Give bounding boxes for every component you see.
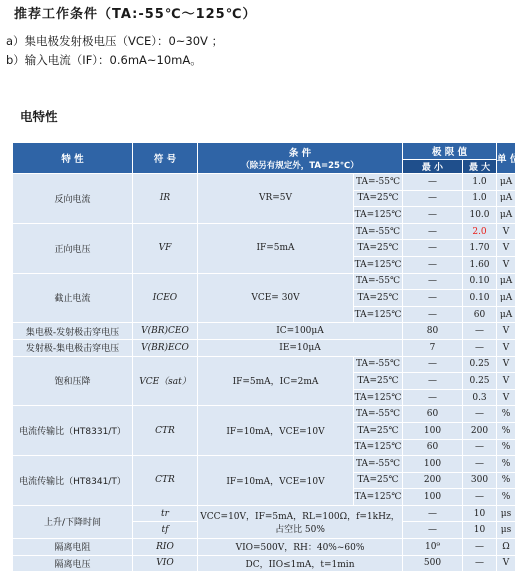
- unit: %: [497, 439, 516, 456]
- temperature: TA=-55℃: [354, 174, 403, 191]
- param-name: 集电极-发射极击穿电压: [13, 323, 133, 340]
- max-value: 1.0: [463, 190, 497, 207]
- table-row: [13, 456, 516, 473]
- param-symbol: tr: [133, 505, 198, 522]
- temperature: TA=25℃: [354, 373, 403, 390]
- param-name: 电流传输比（HT8331/T）: [13, 406, 133, 456]
- unit: Ω: [497, 539, 516, 556]
- max-value: 0.10: [463, 290, 497, 307]
- unit: μs: [497, 522, 516, 539]
- param-condition: VR=5V: [198, 174, 354, 224]
- unit: V: [497, 223, 516, 240]
- table-row: [13, 339, 516, 356]
- header-limits: 极 限 值: [403, 143, 497, 160]
- temperature: TA=125℃: [354, 306, 403, 323]
- param-name: 正向电压: [13, 223, 133, 273]
- header-param: 特 性: [13, 143, 133, 174]
- max-value: 1.60: [463, 256, 497, 273]
- max-value: —: [463, 323, 497, 340]
- recommended-conditions-title: 推荐工作条件（TA:-55℃～125℃）: [14, 7, 257, 22]
- unit: μs: [497, 505, 516, 522]
- param-symbol: IR: [133, 174, 198, 224]
- table-row: [13, 539, 516, 556]
- unit: %: [497, 422, 516, 439]
- max-value: 10: [463, 505, 497, 522]
- min-value: 200: [403, 472, 463, 489]
- param-condition: VIO=500V，RH：40%~60%: [198, 539, 403, 556]
- param-condition: [198, 505, 403, 538]
- param-name: 饱和压降: [13, 356, 133, 406]
- table-row: [13, 174, 516, 191]
- min-value: —: [403, 522, 463, 539]
- temperature: TA=125℃: [354, 439, 403, 456]
- table-row: [13, 505, 516, 522]
- unit: μA: [497, 190, 516, 207]
- min-value: —: [403, 356, 463, 373]
- param-name: 上升/下降时间: [13, 505, 133, 538]
- max-value: 0.10: [463, 273, 497, 290]
- min-value: —: [403, 190, 463, 207]
- unit: %: [497, 472, 516, 489]
- param-symbol: V(BR)CEO: [133, 323, 198, 340]
- temperature: TA=-55℃: [354, 273, 403, 290]
- recommended-condition-b: b）输入电流（IF）：0.6mA~10mA。: [6, 53, 202, 67]
- param-condition: DC，IIO≤1mA，t=1min: [198, 555, 403, 572]
- unit: V: [497, 555, 516, 572]
- max-value: 10.0: [463, 207, 497, 224]
- param-name: 反向电流: [13, 174, 133, 224]
- max-value: —: [463, 406, 497, 423]
- param-name: 隔离电阻: [13, 539, 133, 556]
- param-symbol: CTR: [133, 406, 198, 456]
- max-value: 1.70: [463, 240, 497, 257]
- electrical-characteristics-table: [12, 142, 520, 572]
- min-value: 60: [403, 406, 463, 423]
- min-value: 100: [403, 456, 463, 473]
- min-value: 100: [403, 422, 463, 439]
- unit: V: [497, 373, 516, 390]
- min-value: —: [403, 240, 463, 257]
- header-conditions: [198, 143, 403, 174]
- param-name: 隔离电压: [13, 555, 133, 572]
- param-name: 发射极-集电极击穿电压: [13, 339, 133, 356]
- min-value: —: [403, 207, 463, 224]
- max-value: 60: [463, 306, 497, 323]
- temperature: TA=25℃: [354, 290, 403, 307]
- param-condition: IF=10mA，VCE=10V: [198, 406, 354, 456]
- temperature: TA=25℃: [354, 240, 403, 257]
- param-symbol: tf: [133, 522, 198, 539]
- max-value: —: [463, 339, 497, 356]
- unit: V: [497, 389, 516, 406]
- param-symbol: RIO: [133, 539, 198, 556]
- max-value: 0.25: [463, 373, 497, 390]
- max-value: —: [463, 456, 497, 473]
- temperature: TA=125℃: [354, 489, 403, 506]
- param-symbol: VIO: [133, 555, 198, 572]
- min-value: 500: [403, 555, 463, 572]
- table-row: [13, 406, 516, 423]
- temperature: TA=25℃: [354, 190, 403, 207]
- header-unit: 单 位: [497, 143, 516, 174]
- temperature: TA=25℃: [354, 422, 403, 439]
- min-value: —: [403, 306, 463, 323]
- max-value: 1.0: [463, 174, 497, 191]
- temperature: TA=-55℃: [354, 223, 403, 240]
- temperature: TA=125℃: [354, 207, 403, 224]
- max-value: —: [463, 539, 497, 556]
- param-symbol: V(BR)ECO: [133, 339, 198, 356]
- min-value: —: [403, 373, 463, 390]
- param-condition: VCE= 30V: [198, 273, 354, 323]
- param-condition: IC=100μA: [198, 323, 403, 340]
- temperature: TA=125℃: [354, 256, 403, 273]
- param-name: 电流传输比（HT8341/T）: [13, 456, 133, 506]
- min-value: 7: [403, 339, 463, 356]
- max-value-highlighted: 2.0: [463, 223, 497, 240]
- unit: V: [497, 323, 516, 340]
- min-value: —: [403, 290, 463, 307]
- unit: V: [497, 240, 516, 257]
- param-condition: IF=5mA: [198, 223, 354, 273]
- param-symbol: VCE（sat）: [133, 356, 198, 406]
- max-value: 10: [463, 522, 497, 539]
- min-value: —: [403, 223, 463, 240]
- unit: μA: [497, 207, 516, 224]
- header-min: 最 小: [403, 160, 463, 174]
- min-value: —: [403, 505, 463, 522]
- min-value: 10⁹: [403, 539, 463, 556]
- header-max: 最 大: [463, 160, 497, 174]
- param-condition: IF=10mA，VCE=10V: [198, 456, 354, 506]
- temperature: TA=-55℃: [354, 456, 403, 473]
- max-value: 200: [463, 422, 497, 439]
- param-condition-line2: 占空比 50%: [275, 524, 325, 535]
- unit: V: [497, 256, 516, 273]
- temperature: TA=-55℃: [354, 406, 403, 423]
- recommended-condition-a: a）集电极发射极电压（VCE）：0~30V ；: [6, 34, 224, 48]
- table-row: [13, 356, 516, 373]
- temperature: TA=-55℃: [354, 356, 403, 373]
- max-value: —: [463, 489, 497, 506]
- param-condition: IF=5mA，IC=2mA: [198, 356, 354, 406]
- param-symbol: ICEO: [133, 273, 198, 323]
- param-condition: IE=10μA: [198, 339, 403, 356]
- unit: μA: [497, 174, 516, 191]
- param-name: 截止电流: [13, 273, 133, 323]
- unit: V: [497, 339, 516, 356]
- unit: μA: [497, 273, 516, 290]
- header-conditions-line2: （除另有规定外，TA=25℃）: [241, 161, 359, 171]
- min-value: —: [403, 256, 463, 273]
- param-condition-line1: VCC=10V，IF=5mA，RL=100Ω，f=1kHz，: [200, 511, 400, 522]
- max-value: 300: [463, 472, 497, 489]
- max-value: —: [463, 555, 497, 572]
- temperature: TA=25℃: [354, 472, 403, 489]
- min-value: 60: [403, 439, 463, 456]
- param-symbol: VF: [133, 223, 198, 273]
- unit: %: [497, 456, 516, 473]
- table-row: [13, 273, 516, 290]
- param-symbol: CTR: [133, 456, 198, 506]
- temperature: TA=125℃: [354, 389, 403, 406]
- header-conditions-line1: 条 件: [288, 148, 312, 159]
- unit: V: [497, 356, 516, 373]
- min-value: 100: [403, 489, 463, 506]
- max-value: —: [463, 439, 497, 456]
- max-value: 0.25: [463, 356, 497, 373]
- table-row: [13, 323, 516, 340]
- min-value: —: [403, 273, 463, 290]
- unit: μA: [497, 306, 516, 323]
- unit: %: [497, 406, 516, 423]
- min-value: 80: [403, 323, 463, 340]
- unit: %: [497, 489, 516, 506]
- min-value: —: [403, 389, 463, 406]
- max-value: 0.3: [463, 389, 497, 406]
- table-row: [13, 555, 516, 572]
- table-row: [13, 223, 516, 240]
- electrical-characteristics-title: 电特性: [20, 109, 58, 124]
- unit: μA: [497, 290, 516, 307]
- min-value: —: [403, 174, 463, 191]
- header-symbol: 符 号: [133, 143, 198, 174]
